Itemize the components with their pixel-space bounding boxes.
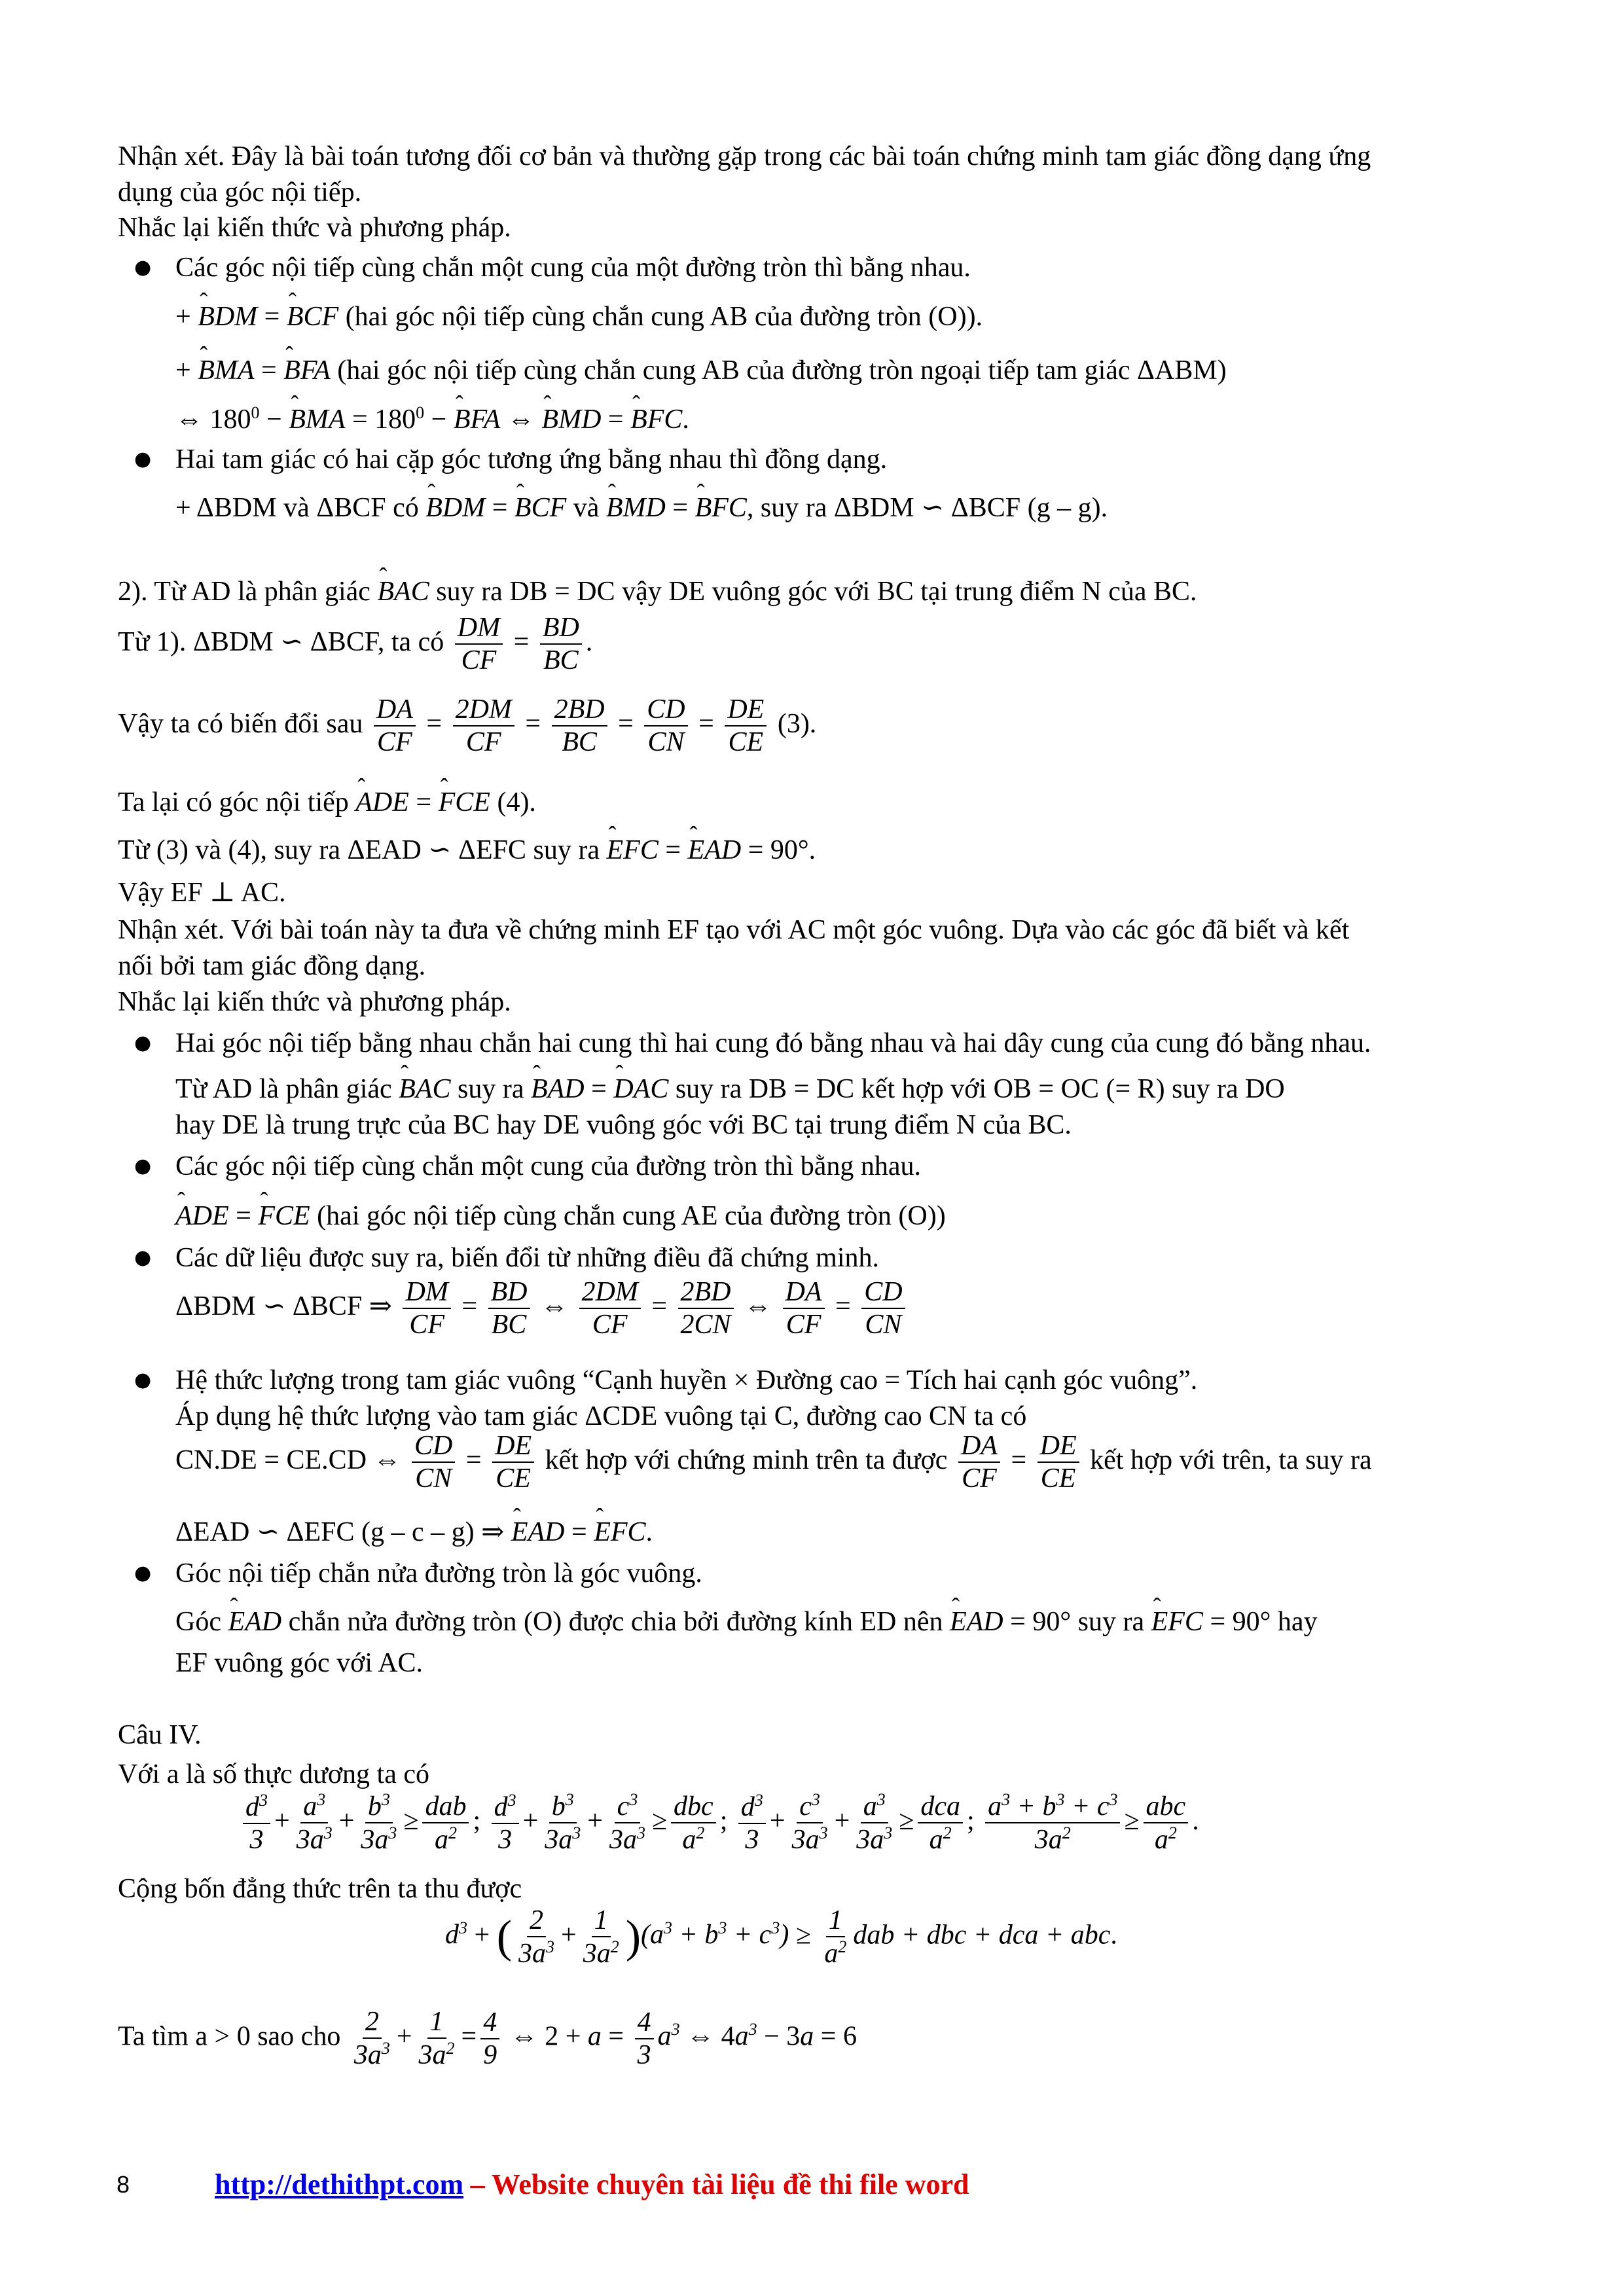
- math-line: + ˆ BDM = ˆ BCF (hai góc nội tiếp cùng chắn cung AB của đường tròn (O)).: [175, 300, 983, 334]
- remark-line: Nhận xét. Đây là bài toán tương đối cơ bản và thường gặp trong các bài toán chứng minh tam giác đồng dạng ứng: [118, 141, 1371, 171]
- text: Góc: [175, 1607, 221, 1637]
- math-line: Ta tìm a > 0 sao cho $\frac{2}{3a^3}$ + $\frac{1}{3a^2}$ = $\frac{4}{9}$ ⇔ 2 + a = $\frac{4}{3}$ $a^3$ ⇔ $4a^3 - 3a = 6$: [118, 2007, 857, 2071]
- text: suy ra: [458, 1074, 524, 1104]
- text: (3).: [777, 708, 817, 739]
- math-line: Áp dụng hệ thức lượng vào tam giác ΔCDE vuông tại C, đường cao CN ta có: [175, 1401, 1027, 1431]
- text: chắn nửa đường tròn (O) được chia bởi đường kính ED nên: [288, 1607, 943, 1637]
- text: (hai góc nội tiếp cùng chắn cung AE của đường tròn (O)): [317, 1201, 946, 1231]
- text: ΔBDM ∽ ΔBCF ⇒: [175, 1291, 392, 1321]
- math-line: $d^3$ + ( $\frac{2}{3a^3}$ + $\frac{1}{3a^2}$ )$(a^3 + b^3 + c^3)$ ≥ $\frac{1}{a^2}$ dab + dbc + dca + abc.: [445, 1905, 1117, 1969]
- note: , suy ra ΔBDM ∽ ΔBCF (g – g).: [746, 493, 1108, 523]
- text: 2). Từ AD là phân giác: [118, 577, 370, 607]
- note: (hai góc nội tiếp cùng chắn cung AB của đường tròn (O)).: [345, 302, 983, 332]
- math-line: + ˆ BMA = ˆ BFA (hai góc nội tiếp cùng chắn cung AB của đường tròn ngoại tiếp tam giác ΔABM): [175, 353, 1227, 388]
- bullet-text: Các góc nội tiếp cùng chắn một cung của đường tròn thì bằng nhau.: [175, 1151, 922, 1181]
- math-line: ⇔ $180^0$ − ˆ BMA = $180^0$ − ˆ BFA ⇔ ˆ BMD = ˆ BFC.: [175, 403, 689, 437]
- bullet-icon: ●: [134, 1562, 152, 1585]
- page-number: 8: [117, 2171, 130, 2198]
- bullet-icon: ●: [134, 1246, 152, 1269]
- bullet-text: Hai tam giác có hai cặp góc tương ứng bằng nhau thì đồng dạng.: [175, 444, 888, 475]
- math-line: Từ AD là phân giác ˆ BAC suy ra ˆ BAD = ˆ DAC suy ra DB = DC kết hợp với OB = OC (= R) suy ra DO: [175, 1072, 1285, 1107]
- sum-line: Cộng bốn đẳng thức trên ta thu được: [118, 1874, 522, 1904]
- text: hay: [1277, 1607, 1318, 1637]
- footer-text: – Website chuyên tài liệu đề thi file word: [470, 2168, 969, 2200]
- math-line: Vậy EF ⊥ AC.: [118, 878, 286, 908]
- text: suy ra: [1077, 1607, 1145, 1637]
- remark-line: Nhận xét. Với bài toán này ta đưa về chứng minh EF tạo với AC một góc vuông. Dựa vào các góc đã biết và kết: [118, 915, 1350, 945]
- math-line: Ta lại có góc nội tiếp ˆ ADE = ˆ FCE (4).: [118, 785, 536, 820]
- text: ΔEAD ∽ ΔEFC (g – c – g) ⇒: [175, 1517, 505, 1547]
- bullet-icon: ●: [134, 1031, 152, 1054]
- text: Từ (3) và (4), suy ra ΔEAD ∽ ΔEFC suy ra: [118, 835, 600, 865]
- text: Từ 1). ΔBDM ∽ ΔBCF, ta có: [118, 626, 444, 657]
- text: suy ra DB = DC vậy DE vuông góc với BC tại trung điểm N của BC.: [436, 577, 1197, 607]
- note: (hai góc nội tiếp cùng chắn cung AB của đường tròn ngoại tiếp tam giác ΔABM): [337, 355, 1227, 386]
- math-line: 2). Từ AD là phân giác ˆ BAC suy ra DB = DC vậy DE vuông góc với BC tại trung điểm N của BC.: [118, 575, 1197, 609]
- bullet-text: Các dữ liệu được suy ra, biến đổi từ những điều đã chứng minh.: [175, 1243, 879, 1273]
- text: (4).: [497, 787, 536, 817]
- math-line: + ΔBDM và ΔBCF có ˆ BDM = ˆ BCF và ˆ BMD = ˆ BFC, suy ra ΔBDM ∽ ΔBCF (g – g).: [175, 491, 1108, 526]
- remark-line: dụng của góc nội tiếp.: [118, 177, 362, 207]
- math-line: $\frac{d^3}{3}$ + $\frac{a^3}{3a^3}$ + $\frac{b^3}{3a^3}$ ≥ $\frac{\text{dab}}{a^2}$ ; $\frac{d^3}{3}$ + $\frac{b^3}{3a^3}$ + $\frac{c^3}{3a^3}$ ≥ $\frac{\text{dbc}}{a^2}$ ; $\frac{d^3}{3}$ + $\frac{c^3}{3a^3}$ + $\frac{a^3}{3a^3}$ ≥ $\frac{\text{dca}}{a^2}$ ; $\frac{a^3 + b^3 + c^3}{3a^2}$ ≥ $\frac{\text{abc}}{a^2}$ .: [239, 1790, 1199, 1856]
- text: CN.DE = CE.CD ⇔: [175, 1444, 401, 1475]
- intro-line: Với a là số thực dương ta có: [118, 1759, 430, 1789]
- footer-link[interactable]: http://dethithpt.com: [215, 2168, 464, 2200]
- bullet-icon: ●: [134, 1369, 152, 1391]
- math-line: Góc ˆ EAD chắn nửa đường tròn (O) được chia bởi đường kính ED nên ˆ EAD = 90° suy ra ˆ EFC = 90° hay: [175, 1605, 1318, 1640]
- recall-heading: Nhắc lại kiến thức và phương pháp.: [118, 987, 511, 1017]
- bullet-text: Hai góc nội tiếp bằng nhau chắn hai cung thì hai cung đó bằng nhau và hai dây cung của cung đó bằng nhau.: [175, 1028, 1371, 1058]
- math-line: ˆ ADE = ˆ FCE (hai góc nội tiếp cùng chắn cung AE của đường tròn (O)): [175, 1199, 946, 1234]
- math-line: Từ 1). ΔBDM ∽ ΔBCF, ta có $\frac{DM}{CF}$ = $\frac{BD}{BC}$ .: [118, 613, 593, 676]
- text: suy ra DB = DC kết hợp với OB = OC (= R) suy ra DO: [675, 1074, 1285, 1104]
- section-title: Câu IV.: [118, 1720, 202, 1750]
- math-line: Vậy ta có biến đổi sau $\frac{DA}{CF}$ = $\frac{2DM}{CF}$ = $\frac{2BD}{BC}$ = $\frac{CD}{CN}$ = $\frac{DE}{CE}$ (3).: [118, 694, 817, 758]
- text: Vậy ta có biến đổi sau: [118, 708, 363, 739]
- footer: [215, 2166, 969, 2203]
- bullet-text: Hệ thức lượng trong tam giác vuông “Cạnh huyền × Đường cao = Tích hai cạnh góc vuông”.: [175, 1365, 1198, 1395]
- math-line: ΔEAD ∽ ΔEFC (g – c – g) ⇒ ˆ EAD = ˆ EFC.: [175, 1515, 653, 1550]
- text: Từ AD là phân giác: [175, 1074, 392, 1104]
- bullet-text: Các góc nội tiếp cùng chắn một cung của một đường tròn thì bằng nhau.: [175, 253, 971, 283]
- bullet-icon: ●: [134, 448, 152, 471]
- math-line: ΔBDM ∽ ΔBCF ⇒ $\frac{DM}{CF}$ = $\frac{BD}{BC}$ ⇔ $\frac{2DM}{CF}$ = $\frac{2BD}{2CN}$ ⇔ $\frac{DA}{CF}$ = $\frac{CD}{CN}$: [175, 1276, 909, 1341]
- recall-heading: Nhắc lại kiến thức và phương pháp.: [118, 213, 511, 243]
- math-line: hay DE là trung trực của BC hay DE vuông góc với BC tại trung điểm N của BC.: [175, 1110, 1072, 1140]
- bullet-text: Góc nội tiếp chắn nửa đường tròn là góc vuông.: [175, 1558, 702, 1588]
- text: Ta tìm a > 0 sao cho: [118, 2021, 341, 2052]
- text: kết hợp với trên, ta suy ra: [1090, 1444, 1372, 1475]
- text: Ta lại có góc nội tiếp: [118, 787, 349, 817]
- bullet-icon: ●: [134, 1155, 152, 1177]
- remark-line: nối bởi tam giác đồng dạng.: [118, 951, 426, 981]
- text: kết hợp với chứng minh trên ta được: [545, 1444, 948, 1475]
- bullet-icon: ●: [134, 256, 152, 279]
- math-line: EF vuông góc với AC.: [175, 1648, 424, 1678]
- math-line: CN.DE = CE.CD ⇔ $\frac{CD}{CN}$ = $\frac{DE}{CE}$ kết hợp với chứng minh trên ta được $\frac{DA}{CF}$ = $\frac{DE}{CE}$ kết hợp với trên, ta suy ra: [175, 1431, 1372, 1494]
- math-line: Từ (3) và (4), suy ra ΔEAD ∽ ΔEFC suy ra ˆ EFC = ˆ EAD = 90°.: [118, 833, 816, 868]
